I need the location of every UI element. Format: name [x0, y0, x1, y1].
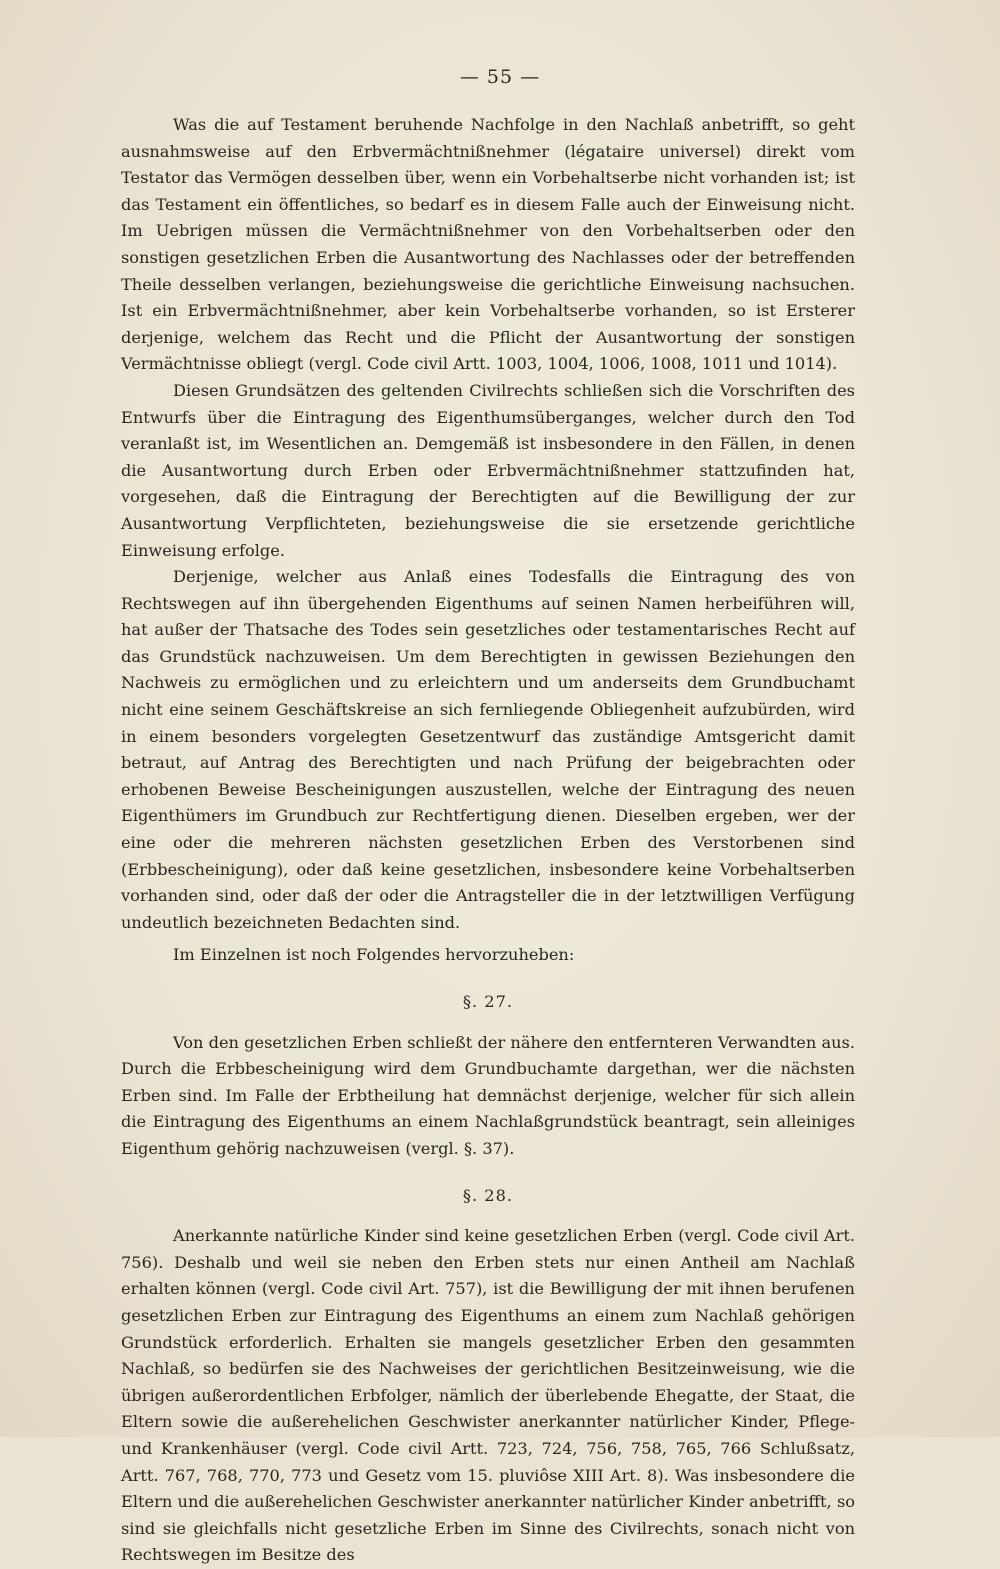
- body-text: [121, 112, 855, 1569]
- paragraph-details-intro: Im Einzelnen ist noch Folgendes hervorzuheben:: [173, 945, 575, 965]
- page-number: — 55 —: [459, 66, 541, 88]
- section-27-text: Von den gesetzlichen Erben schließt der nähere den entfernteren Verwandten aus. Durch die Erbbescheinigung wird dem Grundbuchamte dargethan, wer die nächsten Erben sind. Im Falle der Erbtheilung hat demnächst derjenige, welcher für sich allein die Eintragung des Eigenthums an einem Nachlaßgrundstück beantragt, sein alleiniges Eigenthum gehörig nachzuweisen (vergl. §. 37).: [121, 1032, 855, 1158]
- paragraph-principles: Diesen Grundsätzen des geltenden Civilrechts schließen sich die Vorschriften des Entwurfs über die Eintragung des Eigenthumsüberganges, welcher durch den Tod veranlaßt ist, im Wesentlichen an. Demgemäß ist insbesondere in den Fällen, in denen die Ausantwortung durch Erben oder Erbvermächtnißnehmer stattzufinden hat, vorgesehen, daß die Eintragung der Berechtigten auf die Bewilligung der zur Ausantwortung Verpflichteten, beziehungsweise die sie ersetzende gerichtliche Einweisung erfolge.: [121, 380, 855, 560]
- paragraph-testament-succession: Was die auf Testament beruhende Nachfolge in den Nachlaß anbetrifft, so geht ausnahmsweise auf den Erbvermächtnißnehmer (légataire universel) direkt vom Testator das Vermögen desselben über, wenn ein Vorbehaltserbe nicht vorhanden ist; ist das Testament ein öffentliches, so bedarf es in diesem Falle auch der Einweisung nicht. Im Uebrigen müssen die Vermächtnißnehmer von den Vorbehaltserben oder den sonstigen gesetzlichen Erben die Ausantwortung des Nachlasses oder der betreffenden Theile desselben verlangen, beziehungsweise die gerichtliche Einweisung nachsuchen. Ist ein Erbvermächtnißnehmer, aber kein Vorbehaltserbe vorhanden, so ist Ersterer derjenige, welchem das Recht und die Pflicht der Ausantwortung der sonstigen Vermächtnisse obliegt (vergl. Code civil Artt. 1003, 1004, 1006, 1008, 1011 und 1014).: [121, 115, 855, 374]
- section-28-text: Anerkannte natürliche Kinder sind keine gesetzlichen Erben (vergl. Code civil Art. 756). Deshalb und weil sie neben den Erben stets nur einen Antheil am Nachlaß erhalten können (vergl. Code civil Art. 757), ist die Bewilligung der mit ihnen berufenen gesetzlichen Erben zur Eintragung des Eigenthums an einem zum Nachlaß gehörigen Grundstück erforderlich. Erhalten sie mangels gesetzlicher Erben den gesammten Nachlaß, so bedürfen sie des Nachweises der gerichtlichen Besitzeinweisung, wie die übrigen außerordentlichen Erbfolger, nämlich der überlebende Ehegatte, der Staat, die Eltern sowie die außerehelichen Geschwister anerkannter natürlicher Kinder, Pflege- und Krankenhäuser (vergl. Code civil Artt. 723, 724, 756, 758, 765, 766 Schlußsatz, Artt. 767, 768, 770, 773 und Gesetz vom 15. pluviôse XIII Art. 8). Was insbesondere die Eltern und die außerehelichen Geschwister anerkannter natürlicher Kinder anbetrifft, so sind sie gleichfalls nicht gesetzliche Erben im Sinne des Civilrechts, sonach nicht von Rechtswegen im Besitze des: [121, 1226, 855, 1565]
- section-heading-27: §. 27.: [462, 992, 514, 1011]
- paragraph-death-registration: Derjenige, welcher aus Anlaß eines Todesfalls die Eintragung des von Rechtswegen auf ihn übergehenden Eigenthums auf seinen Namen herbeiführen will, hat außer der Thatsache des Todes sein gesetzliches oder testamentarisches Recht auf das Grundstück nachzuweisen. Um dem Berechtigten in gewissen Beziehungen den Nachweis zu ermöglichen und zu erleichtern und um anderseits dem Grundbuchamt nicht eine seinem Geschäftskreise an sich fernliegende Obliegenheit aufzubürden, wird in einem besonders vorgelegten Gesetzentwurf das zuständige Amtsgericht damit betraut, auf Antrag des Berechtigten und nach Prüfung der beigebrachten oder erhobenen Beweise Bescheinigungen auszustellen, welche der Eintragung des neuen Eigenthümers im Grundbuch zur Rechtfertigung dienen. Dieselben ergeben, wer der eine oder die mehreren nächsten gesetzlichen Erben des Verstorbenen sind (Erbbescheinigung), oder daß keine gesetzlichen, insbesondere keine Vorbehaltserben vorhanden sind, oder daß der oder die Antragsteller die in der letztwilligen Verfügung undeutlich bezeichneten Bedachten sind.: [121, 567, 855, 932]
- section-heading-28: §. 28.: [462, 1185, 514, 1205]
